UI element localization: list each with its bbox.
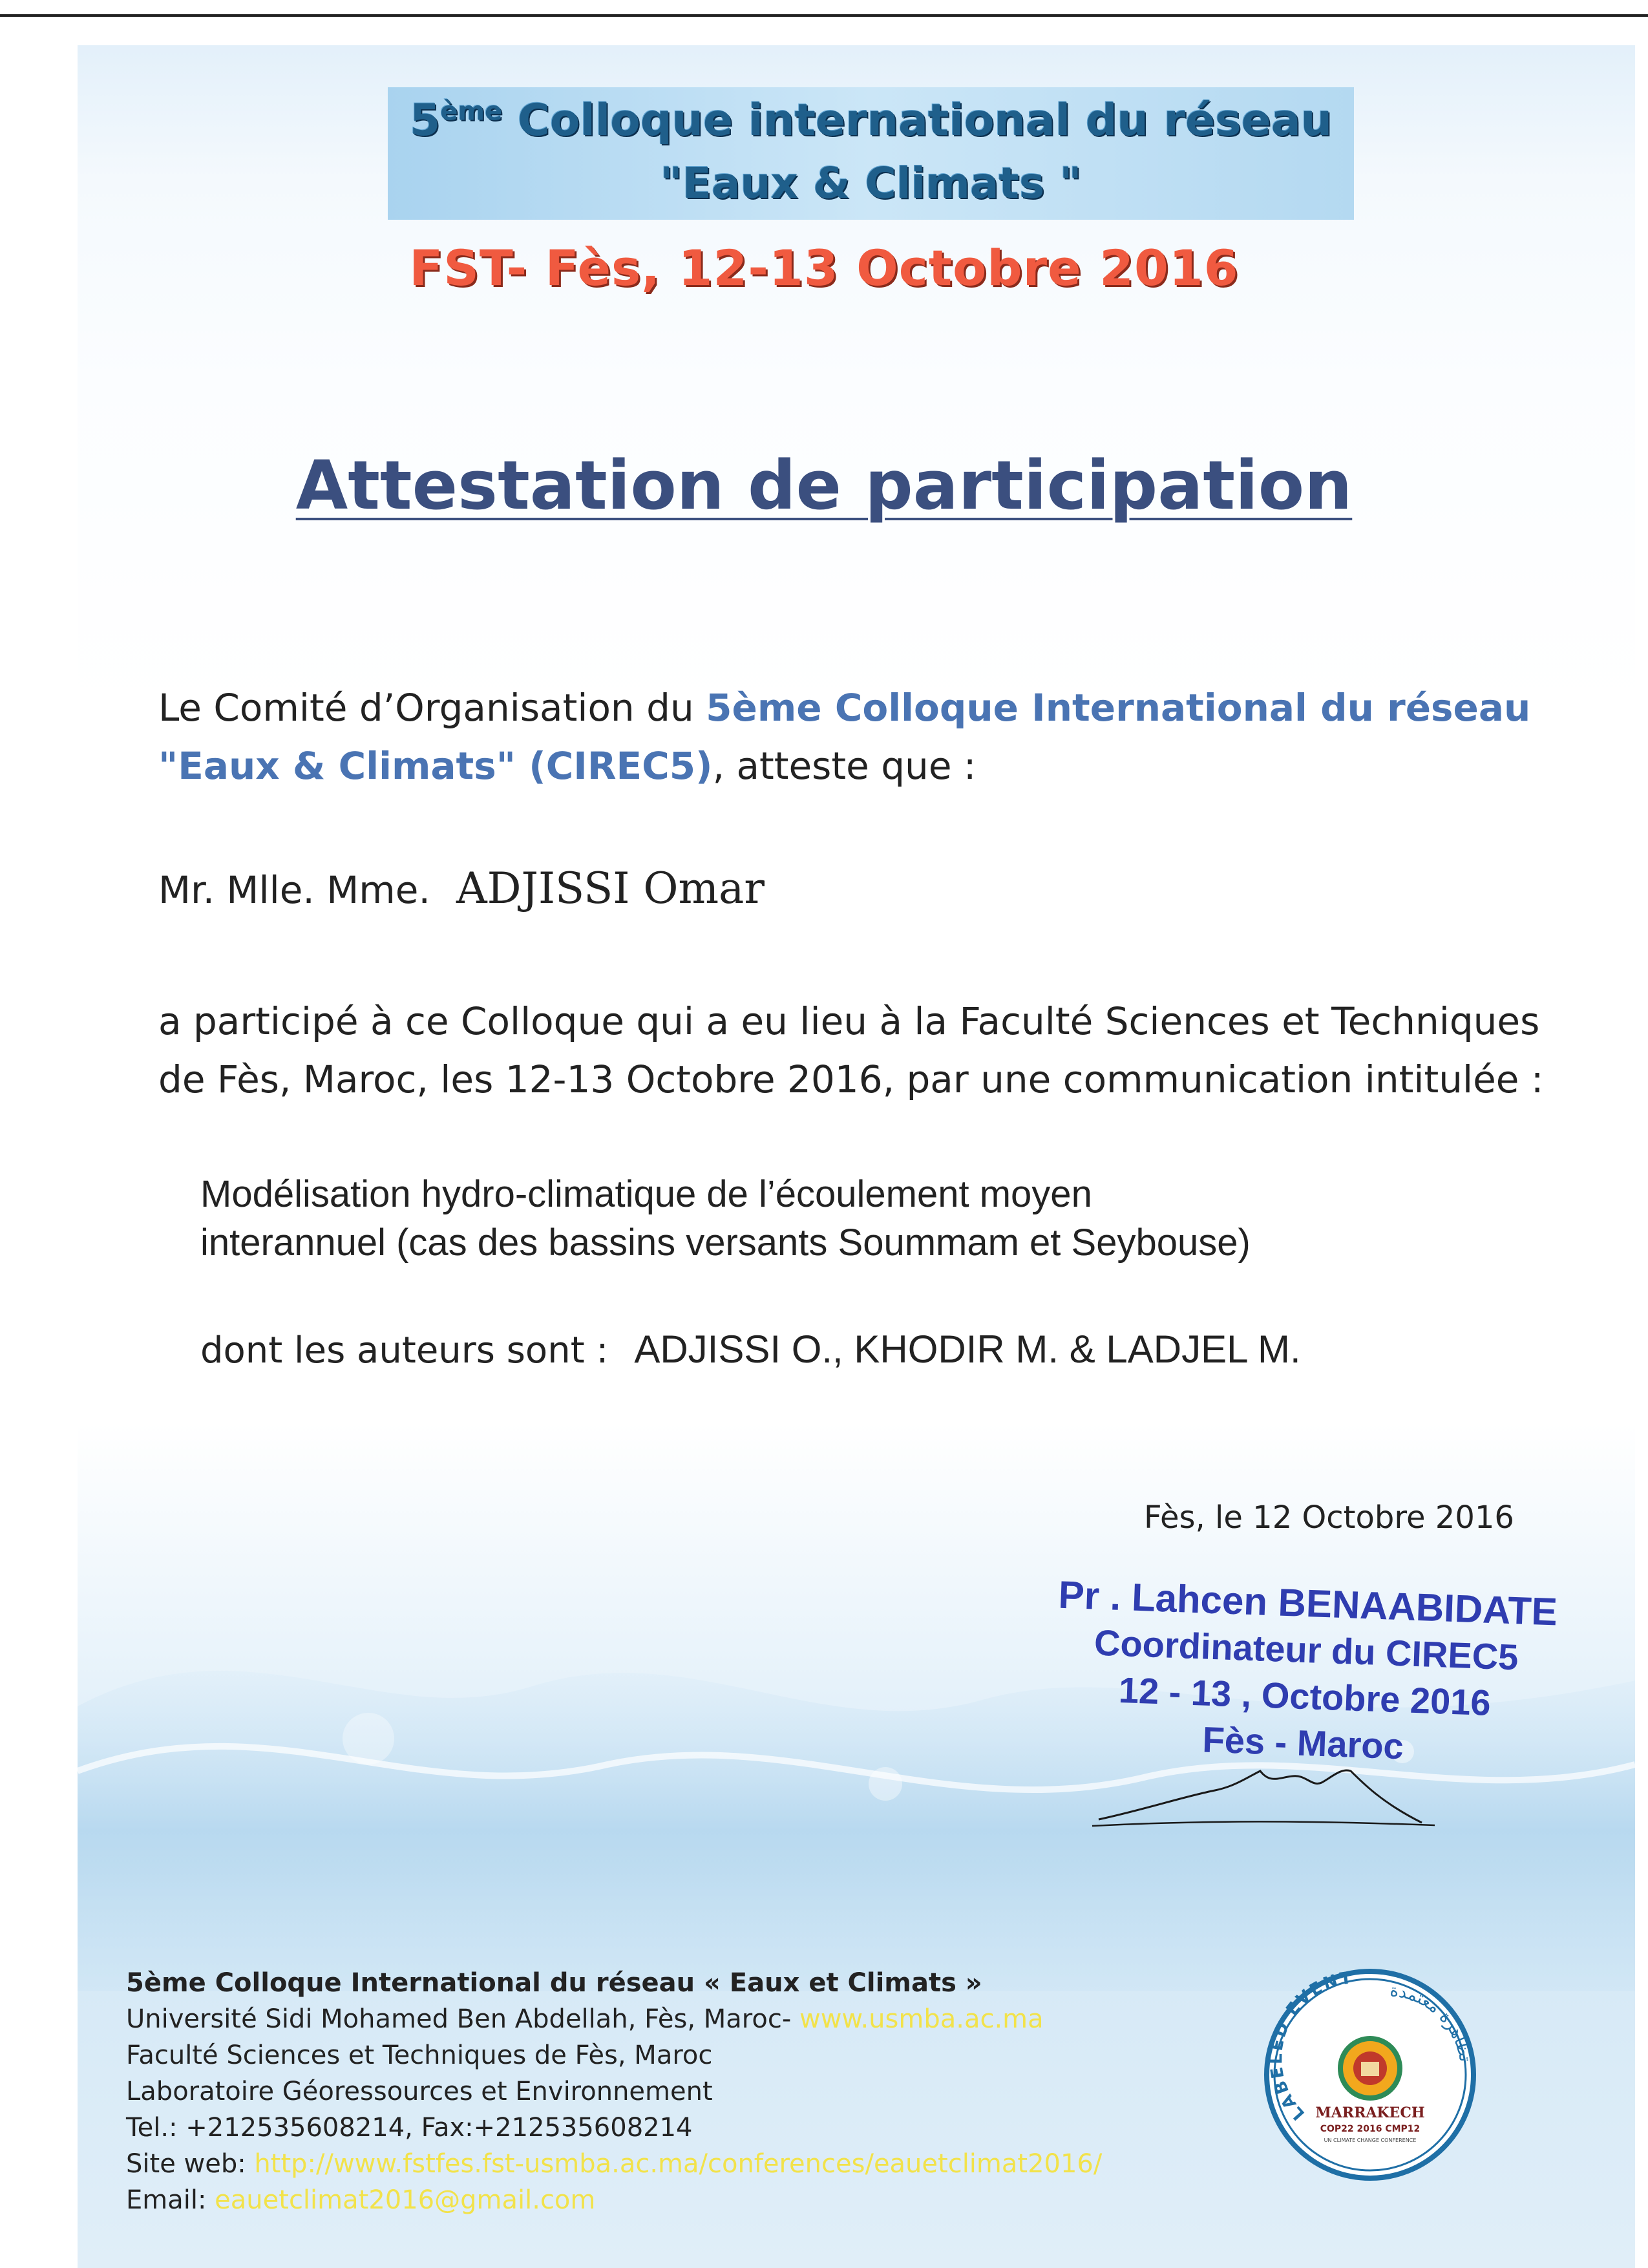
venue-date: FST- Fès, 12-13 Octobre 2016 (409, 239, 1239, 297)
email-link[interactable]: eauetclimat2016@gmail.com (215, 2185, 596, 2215)
conference-name: 5ème Colloque International du réseau (706, 686, 1531, 730)
authors-list: ADJISSI O., KHODIR M. & LADJEL M. (634, 1328, 1301, 1371)
handwritten-signature (1086, 1758, 1448, 1836)
participant-line (158, 860, 765, 919)
footer-contact: 5ème Colloque International du réseau « Eaux et Climats » Université Sidi Mohamed Ben Abdellah, Fès, Maroc- www.usmba.ac.ma Faculté Sciences et Techniques de Fès, Maroc Laboratoire Géoressources et Environnement Tel.: +212535608214, Fax:+212535608214 Site web: http://www.fstfes.fst-usmba.ac.ma/conferences/eauetclimat2016/ Email: eauetclimat2016@gmail.com (126, 1965, 1102, 2218)
svg-text:MARRAKECH: MARRAKECH (1315, 2104, 1425, 2121)
intro-paragraph: Le Comité d’Organisation du 5ème Colloque International du réseau "Eaux & Climats" (CIREC5), atteste que : (158, 686, 1531, 788)
university-link[interactable]: www.usmba.ac.ma (799, 2004, 1044, 2034)
participation-paragraph: a participé à ce Colloque qui a eu lieu à la Faculté Sciences et Techniques de Fès, Maroc, les 12-13 Octobre 2016, par une communication intitulée : (158, 999, 1544, 1101)
svg-text:UN CLIMATE CHANGE CONFERENCE: UN CLIMATE CHANGE CONFERENCE (1324, 2137, 1417, 2143)
authors-label: dont les auteurs sont : (200, 1330, 609, 1372)
salutation: Mr. Mlle. Mme. (158, 868, 430, 912)
date-place: Fès, le 12 Octobre 2016 (1144, 1500, 1514, 1536)
svg-text:LABELED EVENT: LABELED EVENT (1267, 1968, 1355, 2124)
website-link[interactable]: http://www.fstfes.fst-usmba.ac.ma/conferences/eauetclimat2016/ (254, 2149, 1103, 2179)
phone-fax: Tel.: +212535608214, Fax:+212535608214 (126, 2113, 693, 2143)
authors-line (200, 1325, 1301, 1375)
scan-top-line (0, 14, 1648, 17)
svg-text:تظاهرة معتمدة: تظاهرة معتمدة (1389, 1980, 1475, 2063)
participant-name: ADJISSI Omar (456, 864, 765, 913)
network-name: "Eaux & Climats" (CIREC5) (158, 744, 713, 788)
cop22-labeled-event-logo (1260, 1965, 1480, 2185)
conference-title-line2: "Eaux & Climats " (660, 158, 1082, 208)
conference-title-line1: 5ème Colloque international du réseau (409, 95, 1333, 146)
header-banner (388, 87, 1354, 220)
page-title: Attestation de participation (295, 446, 1353, 525)
svg-text:COP22 2016 CMP12: COP22 2016 CMP12 (1320, 2124, 1421, 2134)
footer-title: 5ème Colloque International du réseau « Eaux et Climats » (126, 1968, 982, 1998)
coordinator-stamp: Pr . Lahcen BENAABIDATE Coordinateur du CIREC5 12 - 13 , Octobre 2016 Fès - Maroc (1057, 1573, 1558, 1767)
communication-title: Modélisation hydro-climatique de l’écoulement moyen interannuel (cas des bassins versants Soummam et Seybouse) (200, 1173, 1251, 1264)
